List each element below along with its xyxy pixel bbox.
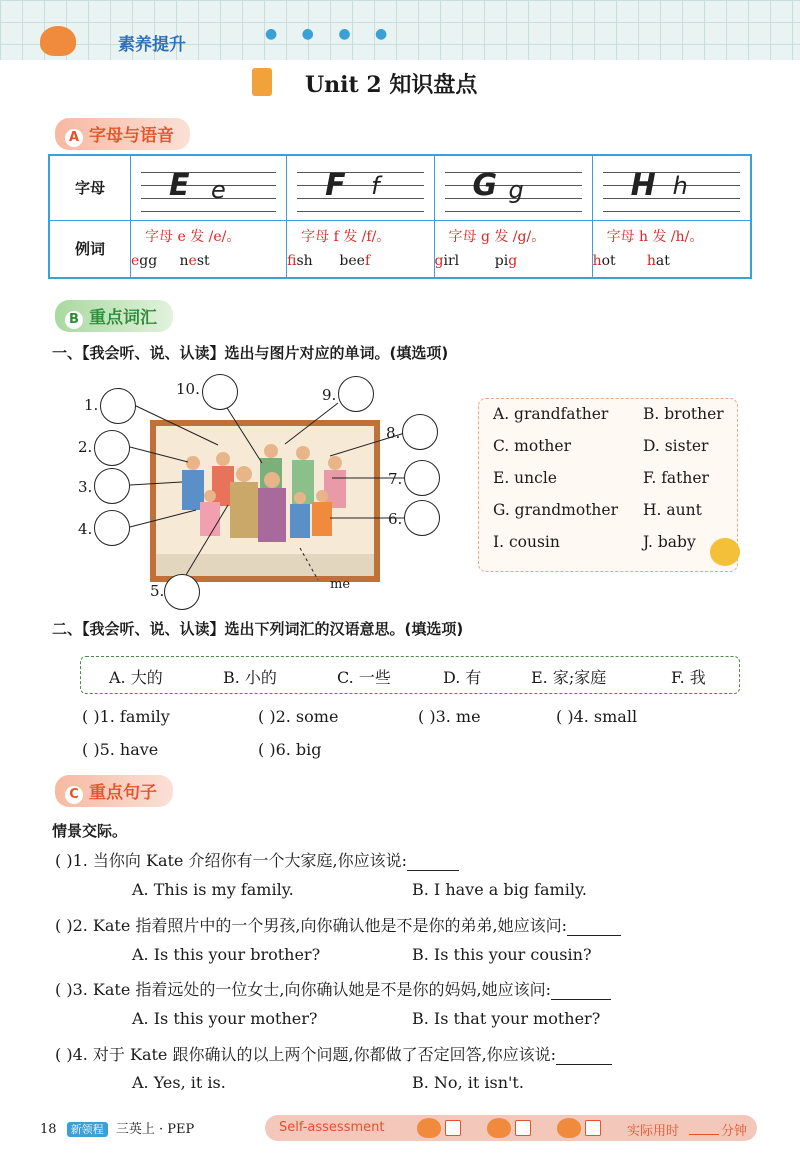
mouse-mascot-icon	[710, 538, 740, 566]
question-1-option-b[interactable]: B. I have a big family.	[412, 880, 587, 899]
book-label: 三英上 · PEP	[115, 1122, 195, 1137]
vocab-option-a: A. 大的	[109, 668, 163, 687]
time-unit: 分钟	[721, 1124, 748, 1139]
vocab-option-c: C. 一些	[337, 668, 391, 687]
time-blank[interactable]	[689, 1120, 719, 1135]
answer-circle-4[interactable]	[94, 510, 130, 546]
question-4-stem[interactable]: ( )4. 对于 Kate 跟你确认的以上两个问题,你都做了否定回答,你应该说:	[55, 1042, 612, 1065]
question-1-option-a[interactable]: A. This is my family.	[132, 880, 294, 899]
vocab-item-6[interactable]: ( )6. big	[258, 740, 322, 759]
num-7: 7.	[388, 470, 403, 488]
option-i: I. cousin	[493, 533, 560, 551]
fox-face-icon	[417, 1118, 441, 1138]
num-10: 10.	[176, 380, 200, 398]
letter-upper: H	[630, 168, 656, 203]
rating-checkbox-2[interactable]	[515, 1120, 531, 1136]
option-f: F. father	[643, 469, 709, 487]
self-assessment-label: Self-assessment	[279, 1120, 385, 1135]
page-number: 18	[40, 1122, 57, 1137]
question-1-stem[interactable]: ( )1. 当你向 Kate 介绍你有一个大家庭,你应该说:	[55, 848, 459, 871]
letter-lower: g	[508, 176, 524, 204]
letter-upper: E	[169, 168, 190, 203]
option-b: B. brother	[643, 405, 724, 423]
answer-circle-9[interactable]	[338, 376, 374, 412]
fox-face-icon	[557, 1118, 581, 1138]
answer-circle-7[interactable]	[404, 460, 440, 496]
letters-row-label: 字母	[49, 155, 131, 221]
answer-circle-1[interactable]	[100, 388, 136, 424]
rating-checkbox-1[interactable]	[445, 1120, 461, 1136]
me-label: me	[330, 577, 351, 592]
section-a-title: 字母与语音	[89, 126, 174, 146]
section-c-badge: C	[65, 786, 83, 804]
num-5: 5.	[150, 582, 165, 600]
section-c-header	[55, 775, 173, 807]
answer-circle-5[interactable]	[164, 574, 200, 610]
rule-text: 字母 f 发 /f/。	[301, 229, 391, 245]
example-words: fish beef	[287, 253, 371, 269]
vocab-item-2[interactable]: ( )2. some	[258, 707, 339, 726]
question-2-option-b[interactable]: B. Is this your cousin?	[412, 945, 592, 964]
num-8: 8.	[386, 424, 401, 442]
option-d: D. sister	[643, 437, 709, 455]
section-c-subtitle: 情景交际。	[52, 822, 128, 840]
question-2-stem[interactable]: ( )2. Kate 指着照片中的一个男孩,向你确认他是不是你的弟弟,她应该问:	[55, 913, 621, 936]
question-3-stem[interactable]: ( )3. Kate 指着远处的一位女士,向你确认她是不是你的妈妈,她应该问:	[55, 977, 611, 1000]
vocab-option-d: D. 有	[443, 668, 482, 687]
time-label: 实际用时	[627, 1124, 680, 1139]
num-9: 9.	[322, 386, 337, 404]
option-a: A. grandfather	[493, 405, 609, 423]
section-c-title: 重点句子	[89, 783, 157, 803]
vocab-item-1[interactable]: ( )1. family	[82, 707, 170, 726]
vocab-option-e: E. 家;家庭	[531, 668, 607, 687]
example-words: girl pig	[434, 253, 518, 269]
page-title: Unit 2 知识盘点	[305, 72, 478, 98]
question-4-option-b[interactable]: B. No, it isn't.	[412, 1073, 524, 1092]
question-2-option-a[interactable]: A. Is this your brother?	[132, 945, 321, 964]
option-j: J. baby	[643, 533, 696, 551]
vocab-item-3[interactable]: ( )3. me	[418, 707, 481, 726]
part2-question: 二、【我会听、说、认读】选出下列词汇的汉语意思。(填选项)	[52, 620, 464, 638]
num-4: 4.	[78, 520, 93, 538]
letter-lower: e	[211, 176, 226, 204]
answer-circle-6[interactable]	[404, 500, 440, 536]
option-c: C. mother	[493, 437, 571, 455]
rule-text: 字母 g 发 /g/。	[448, 229, 546, 245]
vocab-option-b: B. 小的	[223, 668, 277, 687]
num-3: 3.	[78, 478, 93, 496]
rule-text: 字母 e 发 /e/。	[145, 229, 241, 245]
section-a-badge: A	[65, 129, 83, 147]
self-assessment-bar	[265, 1115, 757, 1141]
word-options-box	[478, 398, 738, 572]
footer-left	[40, 1118, 194, 1137]
option-e: E. uncle	[493, 469, 557, 487]
letter-upper: G	[472, 168, 498, 203]
vocab-option-f: F. 我	[671, 668, 706, 687]
answer-circle-2[interactable]	[94, 430, 130, 466]
pawprint-icon: ● ● ● ●	[265, 26, 398, 42]
vocab-item-5[interactable]: ( )5. have	[82, 740, 159, 759]
question-4-option-a[interactable]: A. Yes, it is.	[132, 1073, 226, 1092]
question-3-option-b[interactable]: B. Is that your mother?	[412, 1009, 601, 1028]
rule-text: 字母 h 发 /h/。	[606, 229, 704, 245]
example-words: egg nest	[131, 253, 210, 269]
option-h: H. aunt	[643, 501, 702, 519]
letter-lower: h	[672, 172, 688, 200]
num-1: 1.	[84, 396, 99, 414]
num-6: 6.	[388, 510, 403, 528]
vocab-options-box	[80, 656, 740, 694]
num-2: 2.	[78, 438, 93, 456]
letter-upper: F	[325, 168, 346, 203]
answer-circle-10[interactable]	[202, 374, 238, 410]
answer-circle-3[interactable]	[94, 468, 130, 504]
brand-title: 素养提升	[118, 35, 186, 55]
example-words: hot hat	[592, 253, 670, 269]
letter-lower: f	[371, 172, 380, 200]
rating-checkbox-3[interactable]	[585, 1120, 601, 1136]
fox-face-icon	[487, 1118, 511, 1138]
answer-circle-8[interactable]	[402, 414, 438, 450]
publisher-logo: 新领程	[67, 1122, 108, 1137]
section-b-title: 重点词汇	[89, 308, 157, 328]
vocab-item-4[interactable]: ( )4. small	[556, 707, 638, 726]
option-g: G. grandmother	[493, 501, 618, 519]
part1-question: 一、【我会听、说、认读】选出与图片对应的单词。(填选项)	[52, 344, 449, 362]
section-b-badge: B	[65, 311, 83, 329]
examples-row-label: 例词	[49, 221, 131, 279]
question-3-option-a[interactable]: A. Is this your mother?	[132, 1009, 318, 1028]
